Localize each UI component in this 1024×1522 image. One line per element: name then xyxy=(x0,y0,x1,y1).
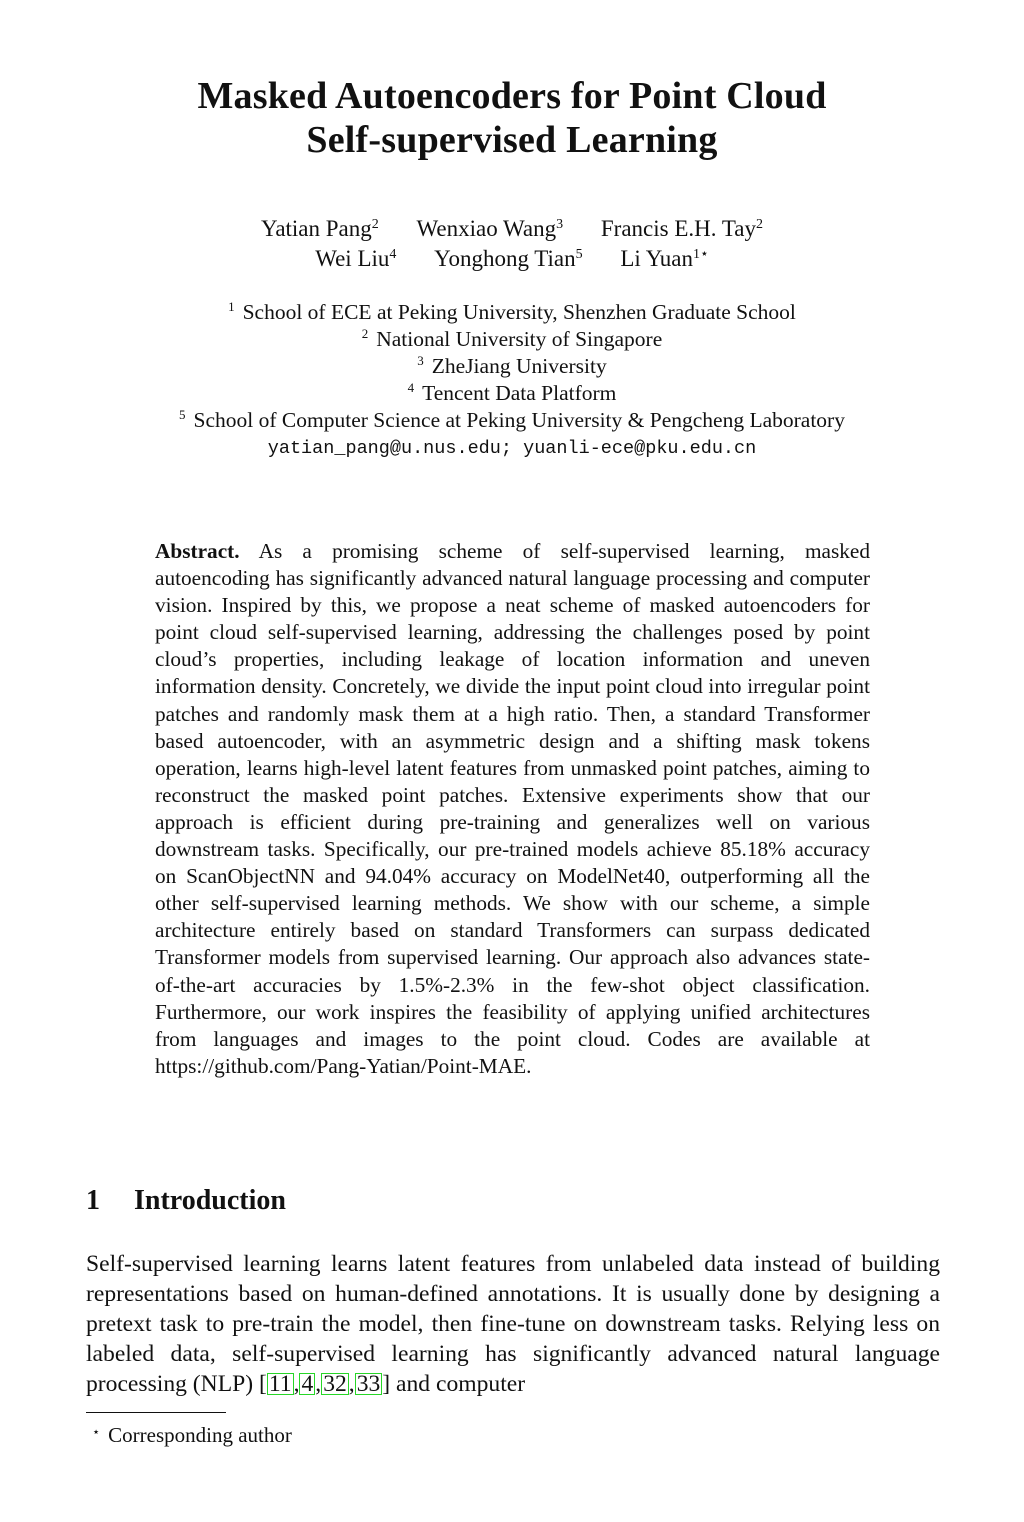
title-line-1: Masked Autoencoders for Point Cloud xyxy=(197,75,827,117)
affiliation xyxy=(0,299,1024,326)
title-line-2: Self-supervised Learning xyxy=(306,119,718,161)
author-list xyxy=(0,214,1024,274)
citation-link[interactable]: 32 xyxy=(323,1371,347,1397)
affiliation-number: 2 xyxy=(361,326,369,341)
author-affil-sup: 5 xyxy=(575,247,583,262)
citation-link[interactable]: 33 xyxy=(356,1371,381,1397)
affiliation-number: 4 xyxy=(407,380,415,395)
affiliation-number: 1 xyxy=(228,299,235,314)
author-name: Wei Liu xyxy=(315,246,390,271)
contact-emails[interactable]: yatian_pang@u.nus.edu; yuanli-ece@pku.edu.cn xyxy=(267,438,757,459)
abstract-label: Abstract. xyxy=(155,539,240,563)
affiliation-text: School of ECE at Peking University, Shenzhen Graduate School xyxy=(242,300,796,324)
author-name: Li Yuan xyxy=(620,246,693,271)
author-row-1 xyxy=(0,214,1024,244)
author-affil-sup: 1⋆ xyxy=(692,247,709,262)
section-number: 1 xyxy=(86,1185,100,1216)
author xyxy=(434,244,582,274)
author xyxy=(315,244,396,274)
footnote xyxy=(86,1418,292,1449)
footnote-text: Corresponding author xyxy=(108,1423,292,1447)
author-name: Yonghong Tian xyxy=(434,246,576,271)
affiliation-text: Tencent Data Platform xyxy=(422,381,617,405)
author-name: Yatian Pang xyxy=(261,216,372,241)
affiliation xyxy=(0,353,1024,380)
affiliation-list xyxy=(0,299,1024,464)
affiliation xyxy=(0,380,1024,407)
author-affil-sup: 4 xyxy=(389,247,397,262)
abstract xyxy=(155,538,870,1080)
footnote-mark: ⋆ xyxy=(92,1424,101,1439)
author xyxy=(261,214,379,244)
section-heading xyxy=(86,1184,286,1218)
footnote-rule xyxy=(86,1412,226,1413)
paper-title xyxy=(0,74,1024,162)
author-name: Francis E.H. Tay xyxy=(600,216,756,241)
citation-group: [11,4,32,33] xyxy=(259,1371,391,1397)
author-row-2 xyxy=(0,244,1024,274)
author xyxy=(417,214,564,244)
affiliation-text: ZheJiang University xyxy=(431,354,607,378)
affiliation-text: School of Computer Science at Peking University & Pengcheng Laboratory xyxy=(193,408,845,432)
affiliation-number: 5 xyxy=(179,407,186,422)
author-affil-sup: 2 xyxy=(755,217,763,232)
affiliation xyxy=(0,407,1024,434)
intro-paragraph xyxy=(86,1249,940,1399)
intro-text-continued: and computer xyxy=(390,1371,526,1397)
section-title: Introduction xyxy=(134,1185,286,1216)
affiliation-number: 3 xyxy=(417,353,424,368)
author xyxy=(620,244,708,274)
citation-link[interactable]: 11 xyxy=(268,1371,292,1397)
author xyxy=(601,214,763,244)
affiliation-text: National University of Singapore xyxy=(376,327,663,351)
author-name: Wenxiao Wang xyxy=(416,216,557,241)
author-affil-sup: 3 xyxy=(556,217,564,232)
abstract-text: As a promising scheme of self-supervised learning, masked autoencoding has significantly advanced natural language processing and computer vision. Inspired by this, we propose a neat scheme of masked autoencoders for point cloud self-supervised learning, addressing the challenges posed by point cloud’s properties, including leakage of location information and uneven information density. Concretely, we divide the input point cloud into irregular point patches and randomly mask them at a high ratio. Then, a standard Transformer based autoencoder, with an asymmetric design and a shifting mask tokens operation, learns high-level latent features from unmasked point patches, aiming to reconstruct the masked point patches. Extensive experiments show that our approach is efficient during pre-training and generalizes well on various downstream tasks. Specifically, our pre-trained models achieve 85.18% accuracy on ScanObjectNN and 94.04% accuracy on ModelNet40, outperforming all the other self-supervised learning methods. We show with our scheme, a simple architecture entirely based on standard Transformers can surpass dedicated Transformer models from supervised learning. Our approach also advances state-of-the-art accuracies by 1.5%-2.3% in the few-shot object classification. Furthermore, our work inspires the feasibility of applying unified architectures from languages and images to the point cloud. Codes are available at https://github.com/Pang-Yatian/Point-MAE. xyxy=(155,539,870,1078)
intro-text: Self-supervised learning learns latent features from unlabeled data instead of building representations based on human-defined annotations. It is usually done by designing a pretext task to pre-train the model, then fine-tune on downstream tasks. Relying less on labeled data, self-supervised learning has significantly advanced natural language processing (NLP) xyxy=(86,1251,940,1397)
author-affil-sup: 2 xyxy=(371,217,379,232)
affiliation xyxy=(0,326,1024,353)
citation-link[interactable]: 4 xyxy=(301,1371,314,1397)
